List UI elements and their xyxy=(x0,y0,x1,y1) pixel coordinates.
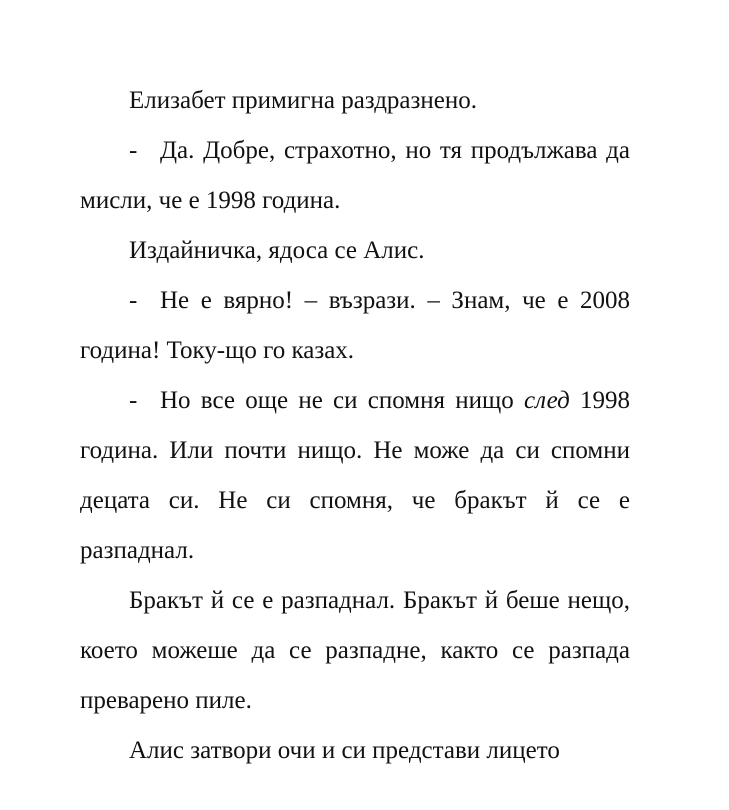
paragraph-dialog xyxy=(80,126,630,226)
text-body xyxy=(80,76,630,776)
dialog-text: Не е вярно! – възрази. – Знам, че е 2008 година! Току-що го казах. xyxy=(80,287,630,364)
paragraph-dialog xyxy=(80,276,630,376)
paragraph-narration: Алис затвори очи и си представи лицето xyxy=(129,737,560,764)
dialog-text: Но все още не си спомня нищо xyxy=(160,387,524,414)
paragraph-narration: Издайничка, ядоса се Алис. xyxy=(129,237,425,264)
paragraph-dialog xyxy=(80,376,630,576)
dialog-dash: - xyxy=(129,287,138,314)
italic-word: след xyxy=(524,387,570,414)
dialog-dash: - xyxy=(129,387,138,414)
paragraph-narration: Бракът й се е разпаднал. Бракът й беше нещо, което можеше да се разпадне, както се разпада преварено пиле. xyxy=(80,587,630,714)
dialog-text: Да. Добре, страхотно, но тя продължава да мисли, че е 1998 година. xyxy=(80,137,630,214)
dialog-dash: - xyxy=(129,137,138,164)
dialog-text: 1998 година. Или почти нищо. Не може да си спомни децата си. Не си спомня, че бракът й се е разпаднал. xyxy=(80,387,631,564)
paragraph-narration: Елизабет примигна раздразнено. xyxy=(129,87,478,114)
